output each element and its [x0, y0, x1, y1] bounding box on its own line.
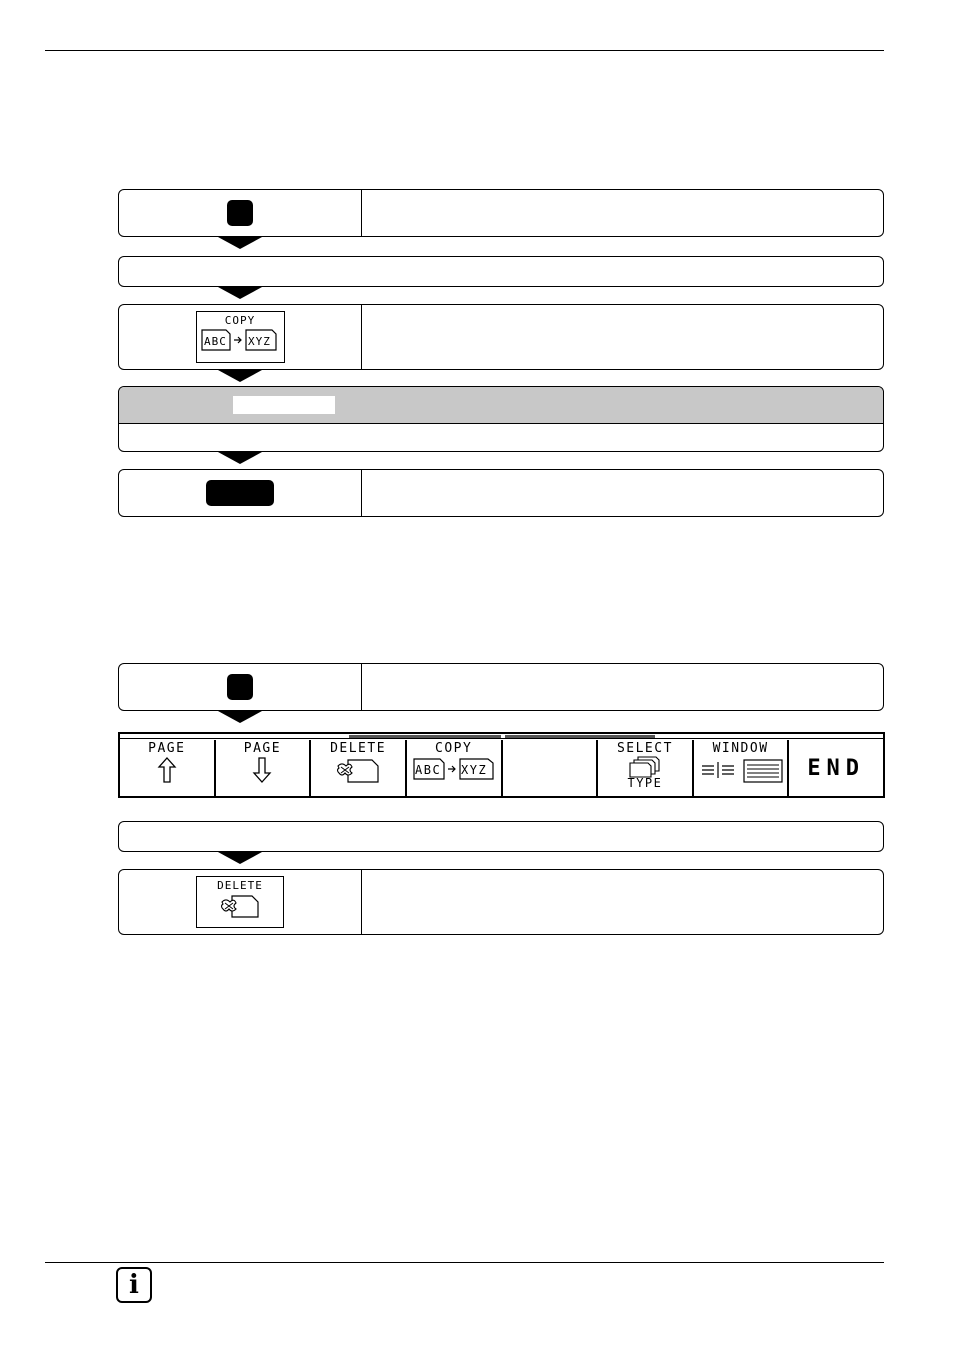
- empty-softkey[interactable]: [503, 740, 599, 796]
- footer-rule: [45, 1262, 884, 1263]
- select-sub-label: TYPE: [627, 776, 663, 790]
- copy-file-icon: [412, 756, 496, 782]
- copy-softkey-label: COPY: [224, 314, 256, 327]
- arrow-down-icon: [252, 756, 272, 784]
- dialog-header: [119, 387, 883, 424]
- flow-arrow: [218, 852, 262, 864]
- step-6: [118, 663, 884, 711]
- step-1: [118, 189, 884, 237]
- delete-file-icon: [334, 756, 382, 784]
- delete-label: DELETE: [330, 741, 387, 756]
- step-8: [118, 869, 884, 935]
- svg-text:ABC: ABC: [414, 763, 441, 777]
- copy-softkey[interactable]: [196, 311, 285, 363]
- step-8-key-cell: [119, 870, 362, 934]
- window-label: WINDOW: [712, 741, 769, 756]
- end-label: END: [807, 755, 866, 781]
- delete-file-icon: [218, 892, 262, 920]
- window-softkey[interactable]: [694, 740, 790, 796]
- page-down-softkey[interactable]: [216, 740, 312, 796]
- copy-label: COPY: [435, 741, 473, 756]
- info-icon-glyph: i: [129, 1270, 139, 1300]
- copy-softkey-bar[interactable]: [407, 740, 503, 796]
- info-icon: [116, 1267, 152, 1303]
- page-up-label: PAGE: [148, 741, 186, 756]
- hardware-key[interactable]: [227, 674, 253, 700]
- select-type-softkey[interactable]: [598, 740, 694, 796]
- step-7-bar: [118, 821, 884, 852]
- file-name-field[interactable]: [233, 396, 335, 414]
- stacked-files-icon: [628, 756, 662, 778]
- softkey-bar-rule: [120, 738, 883, 739]
- step-5-key-cell: [119, 470, 362, 516]
- copy-file-icon: [200, 327, 280, 353]
- softkey-bar: [118, 732, 885, 798]
- flow-arrow: [218, 287, 262, 299]
- page-down-label: PAGE: [243, 741, 282, 756]
- svg-text:XYZ: XYZ: [460, 763, 487, 777]
- dialog-panel: [118, 386, 884, 452]
- step-6-key-cell: [119, 664, 362, 710]
- flow-arrow: [218, 237, 262, 249]
- step-3: [118, 304, 884, 370]
- arrow-up-icon: [157, 756, 177, 784]
- svg-text:XYZ: XYZ: [248, 335, 271, 348]
- window-layout-icon: [698, 756, 784, 784]
- enter-key[interactable]: [206, 480, 274, 506]
- header-rule: [45, 50, 884, 51]
- flow-arrow: [218, 711, 262, 723]
- page-up-softkey[interactable]: [120, 740, 216, 796]
- step-3-key-cell: [119, 305, 362, 369]
- select-label: SELECT: [616, 741, 673, 756]
- end-softkey[interactable]: [789, 740, 883, 796]
- delete-softkey[interactable]: [311, 740, 407, 796]
- flow-arrow: [218, 370, 262, 382]
- step-1-key-cell: [119, 190, 362, 236]
- step-5: [118, 469, 884, 517]
- step-2-bar: [118, 256, 884, 287]
- flow-arrow: [218, 452, 262, 464]
- hardware-key[interactable]: [227, 200, 253, 226]
- svg-text:ABC: ABC: [204, 335, 227, 348]
- delete-softkey-step[interactable]: [196, 876, 284, 928]
- delete-softkey-label: DELETE: [217, 879, 263, 892]
